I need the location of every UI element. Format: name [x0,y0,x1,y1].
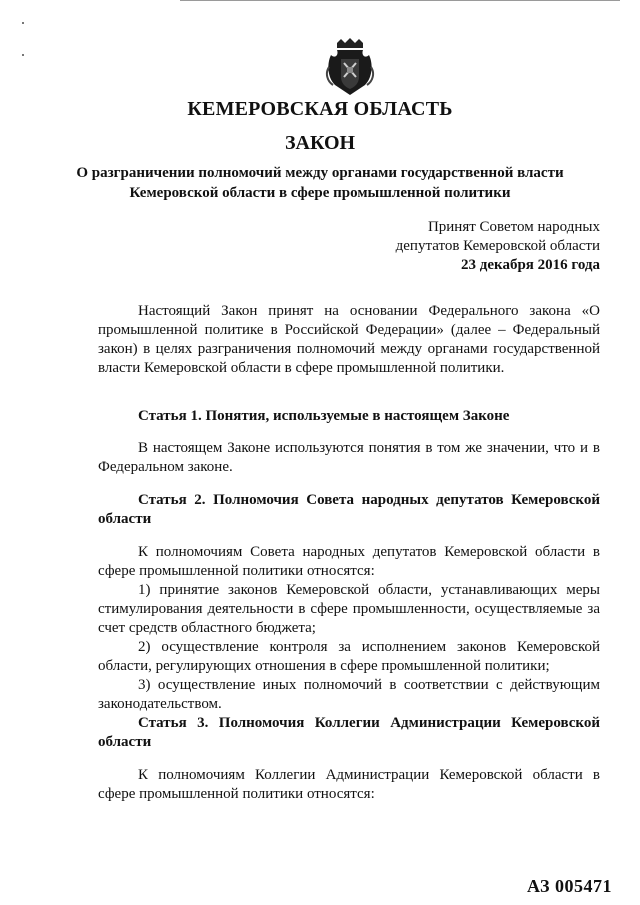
list-item: 2) осуществление контроля за исполнением законов Кемеровской области, регулирующих отношения в сфере промышленной политики; [98,639,600,674]
adoption-date: 23 декабря 2016 года [461,257,600,273]
preamble [98,302,600,378]
preamble-text: Настоящий Закон принят на основании Федерального закона «О промышленной политике в Российской Федерации» (далее – Федеральный закон) в целях разграничения полномочий между органами государственной власти Кемеровской области в сфере промышленной политики. [98,303,600,376]
region-name: КЕМЕРОВСКАЯ ОБЛАСТЬ [187,98,453,120]
serial-number: АЗ 005471 [526,876,612,896]
scan-dot [22,22,24,24]
title-line: О разграничении полномочий между органами государственной власти [76,165,564,181]
article-heading: Статья 2. Полномочия Совета народных депутатов Кемеровской области [98,492,600,527]
article-intro: К полномочиям Коллегии Администрации Кемеровской области в сфере промышленной политики относятся: [98,767,600,802]
document-type: ЗАКОН [284,132,356,154]
article-text: В настоящем Законе используются понятия в том же значении, что и в Федеральном законе. [98,440,600,475]
document-title [0,163,640,203]
coat-of-arms-emblem [325,37,375,97]
scan-edge-line [180,0,620,1]
title-line: Кемеровской области в сфере промышленной политики [129,185,511,201]
scan-dot [22,54,24,56]
adoption-block [396,218,600,275]
article-2-body [98,543,600,714]
article-1-body [98,439,600,477]
adoption-line: депутатов Кемеровской области [395,238,600,254]
article-heading: Статья 3. Полномочия Коллегии Администрации Кемеровской области [98,715,600,750]
article-3-body [98,766,600,804]
article-1 [98,407,600,426]
adoption-line: Принят Советом народных [427,219,600,235]
article-2 [98,491,600,529]
article-heading: Статья 1. Понятия, используемые в настоящем Законе [138,408,510,424]
article-3 [98,714,600,752]
list-item: 3) осуществление иных полномочий в соответствии с действующим законодательством. [98,677,600,712]
list-item: 1) принятие законов Кемеровской области, устанавливающих меры стимулирования деятельности в сфере промышленности, осуществляемые за счет средств областного бюджета; [98,582,600,636]
article-intro: К полномочиям Совета народных депутатов Кемеровской области в сфере промышленной политики относятся: [98,544,600,579]
